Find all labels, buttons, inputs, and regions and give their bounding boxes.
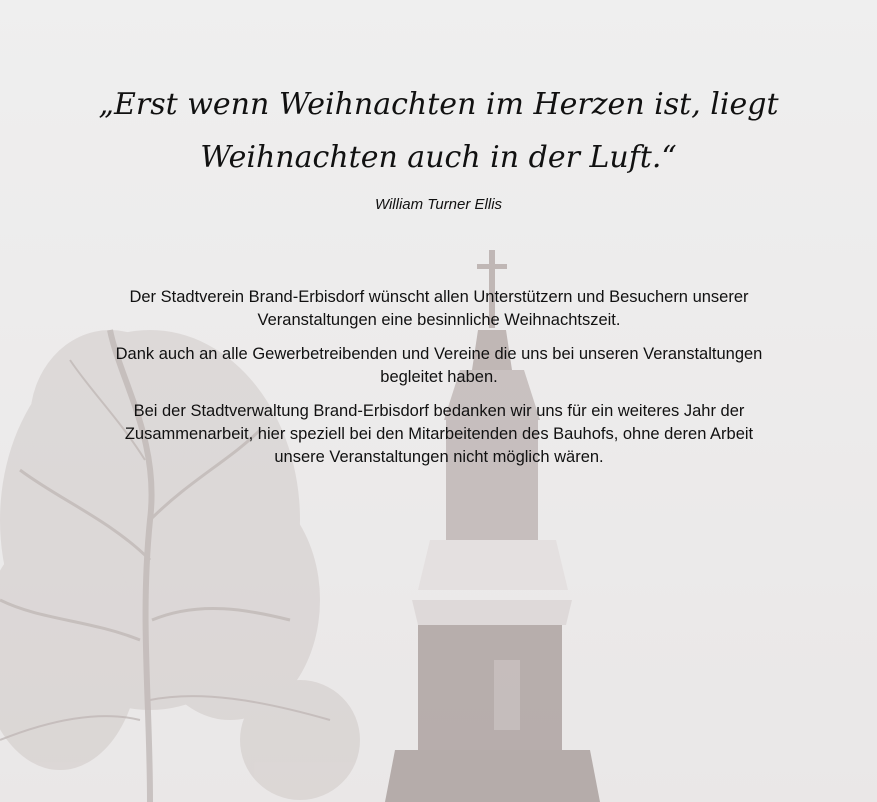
- paragraph-administration: Bei der Stadtverwaltung Brand-Erbisdorf bedanken wir uns für ein weiteres Jahr der Zusammenarbeit, hier speziell bei den Mitarbeitenden des Bauhofs, ohne deren Arbeit unsere Veranstaltungen nicht möglich wären.: [124, 402, 754, 466]
- quote-author: William Turner Ellis: [374, 196, 503, 213]
- quote-line-1: „Erst wenn Weihnachten im Herzen ist, liegt: [98, 87, 779, 122]
- quote: [0, 78, 877, 184]
- paragraph-businesses: Dank auch an alle Gewerbetreibenden und Vereine die uns bei unseren Veranstaltungen begleitet haben.: [115, 345, 763, 386]
- paragraph-supporters: Der Stadtverein Brand-Erbisdorf wünscht allen Unterstützern und Besuchern unserer Veranstaltungen eine besinnliche Weihnachtszeit.: [129, 288, 749, 329]
- quote-line-2: Weihnachten auch in der Luft.“: [200, 140, 677, 175]
- greeting-text: [98, 286, 780, 480]
